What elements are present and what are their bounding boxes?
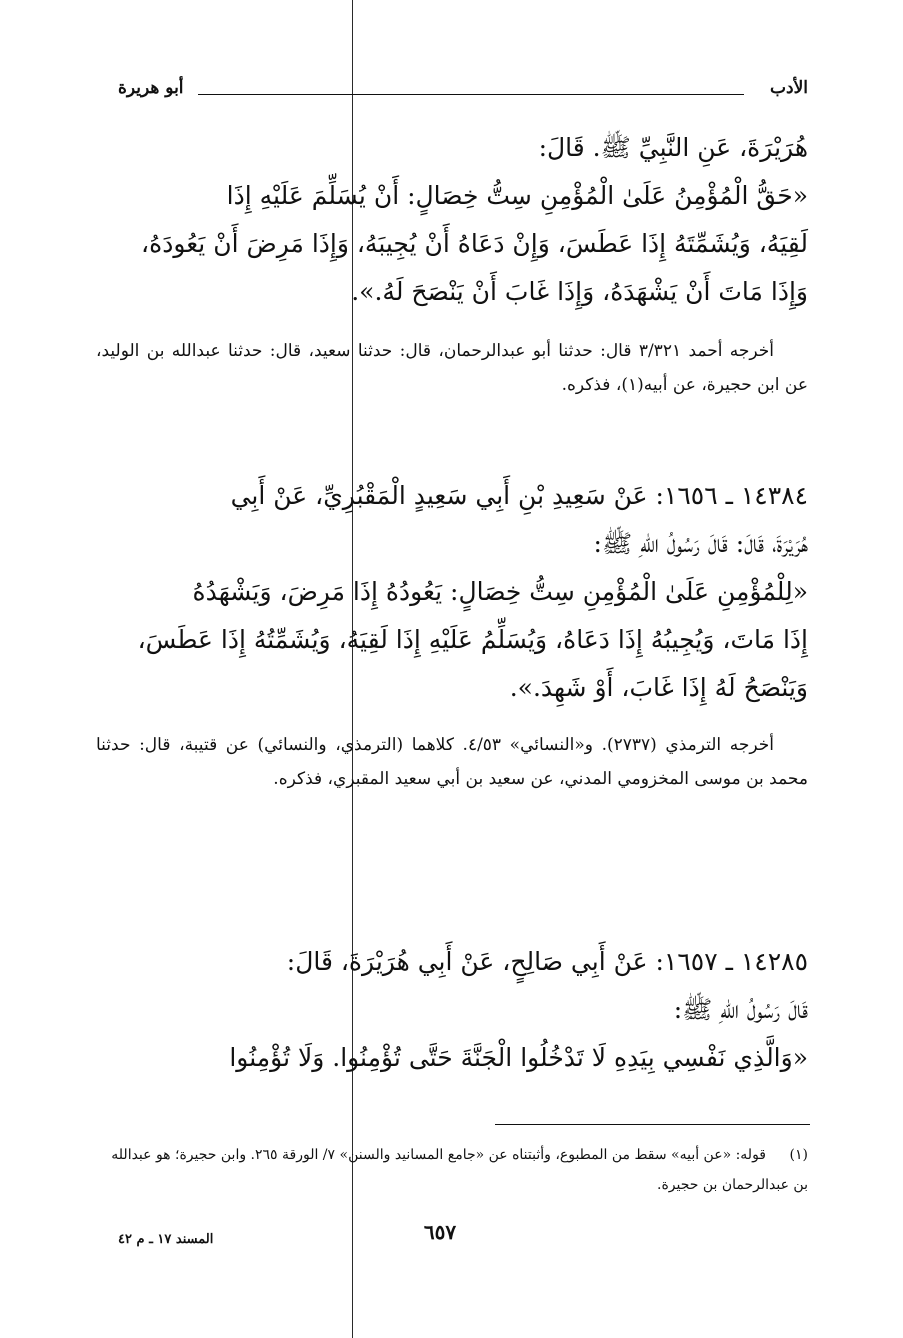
- running-header: [118, 78, 808, 104]
- hadith-line: وَيَنْصَحُ لَهُ إِذَا غَابَ، أَوْ شَهِدَ.».: [509, 673, 808, 702]
- takhrij-continuation: [96, 334, 808, 402]
- hadith-line: هُرَيْرَةَ، قَالَ: قَالَ رَسُولُ اللهِ ﷺ:: [593, 529, 808, 558]
- takhrij-text: أخرجه الترمذي (٢٧٣٧). و«النسائي» ٤/٥٣. كلاهما (الترمذي، والنسائي) عن قتيبة، قال: حدثنا محمد بن موسى المخزومي المدني، عن سعيد بن أبي سعيد المقبري، فذكره.: [96, 735, 808, 789]
- hadith-line: وَإِذَا مَاتَ أَنْ يَشْهَدَهُ، وَإِذَا غَابَ أَنْ يَنْصَحَ لَهُ.».: [351, 277, 808, 306]
- hadith-line: إِذَا مَاتَ، وَيُجِيبُهُ إِذَا دَعَاهُ، وَيُسَلِّمُ عَلَيْهِ إِذَا لَقِيَهُ، وَيُشَمِّتُهُ إِذَا عَطَسَ،: [137, 625, 808, 654]
- footnote-number: (١): [789, 1147, 808, 1163]
- takhrij-text: أخرجه أحمد ٣/٣٢١ قال: حدثنا أبو عبدالرحمان، قال: حدثنا سعيد، قال: حدثنا عبدالله بن الوليد، عن ابن حجيرة، عن أبيه(١)، فذكره.: [96, 341, 808, 395]
- chapter-title: الأدب: [770, 78, 808, 98]
- footnote: [96, 1140, 808, 1200]
- hadith-line: هُرَيْرَةَ، عَنِ النَّبِيِّ ﷺ. قَالَ:: [538, 133, 808, 162]
- header-rule: [198, 94, 744, 95]
- page-number: ٦٥٧: [423, 1220, 457, 1244]
- hadith-1656: [96, 472, 808, 712]
- hadith-1657: [96, 938, 808, 1082]
- hadith-line: ١٤٣٨٤ ـ ١٦٥٦: عَنْ سَعِيدِ بْنِ أَبِي سَعِيدٍ الْمَقْبُرِيِّ، عَنْ أَبِي: [230, 481, 808, 510]
- footnote-rule: [495, 1124, 810, 1125]
- hadith-line: لَقِيَهُ، وَيُشَمِّتَهُ إِذَا عَطَسَ، وَإِنْ دَعَاهُ أَنْ يُجِيبَهُ، وَإِذَا مَرِضَ أَنْ يَعُودَهُ،: [141, 229, 808, 258]
- narrator-title: أبو هريرة: [118, 78, 184, 98]
- hadith-line: «حَقُّ الْمُؤْمِنُ عَلَىٰ الْمُؤْمِنِ سِتُّ خِصَالٍ: أَنْ يُسَلِّمَ عَلَيْهِ إِذَا: [226, 181, 808, 210]
- hadith-continuation: [96, 124, 808, 316]
- printer-signature: المسند ١٧ ـ م ٤٢: [118, 1232, 214, 1247]
- footnote-text: قوله: «عن أبيه» سقط من المطبوع، وأثبتناه عن «جامع المسانيد والسنن» ٧/ الورقة ٢٦٥. وابن حجيرة؛ هو عبدالله بن عبدالرحمان بن حجيرة.: [111, 1147, 808, 1193]
- hadith-line: قَالَ رَسُولُ اللهِ ﷺ:: [673, 995, 808, 1024]
- hadith-line: «لِلْمُؤْمِنِ عَلَىٰ الْمُؤْمِنِ سِتُّ خِصَالٍ: يَعُودُهُ إِذَا مَرِضَ، وَيَشْهَدُهُ: [192, 577, 808, 606]
- hadith-line: «وَالَّذِي نَفْسِي بِيَدِهِ لَا تَدْخُلُوا الْجَنَّةَ حَتَّى تُؤْمِنُوا. وَلَا تُؤْمِنُوا: [229, 1043, 808, 1072]
- takhrij-1656: [96, 728, 808, 796]
- hadith-line: ١٤٢٨٥ ـ ١٦٥٧: عَنْ أَبِي صَالِحٍ، عَنْ أَبِي هُرَيْرَةَ، قَالَ:: [286, 947, 808, 976]
